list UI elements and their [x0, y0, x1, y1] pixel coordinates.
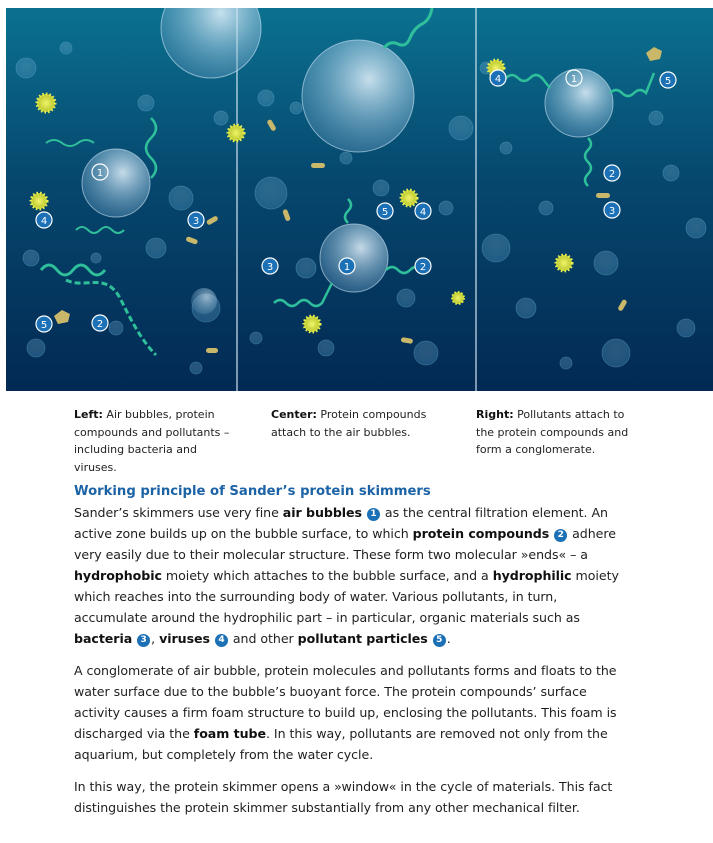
marker-4 [415, 203, 431, 219]
virus-icon [37, 94, 55, 112]
caption-text: Pollutants attach to the protein compounds and form a conglomerate. [476, 408, 629, 456]
term-bacteria: bacteria [74, 631, 133, 646]
number-badge-5: 5 [433, 634, 446, 647]
svg-text:2: 2 [608, 169, 616, 180]
svg-text:5: 5 [381, 207, 389, 218]
svg-text:3: 3 [192, 216, 200, 227]
term-hydrophilic: hydrophilic [492, 568, 572, 583]
svg-text:2: 2 [419, 262, 427, 273]
virus-icon [556, 255, 572, 271]
virus-icon [31, 193, 47, 209]
svg-text:4: 4 [494, 74, 502, 85]
air-bubble [545, 69, 613, 137]
text-run: , [151, 631, 160, 646]
marker-2 [92, 315, 108, 331]
marker-3 [188, 212, 204, 228]
caption-title: Right: [476, 408, 514, 421]
paragraph-3: In this way, the protein skimmer opens a »window« in the cycle of materials. This fact distinguishes the protein skimmer substantially from any other mechanical filter. [74, 779, 613, 815]
text-run: and other [228, 631, 298, 646]
working-principle-section [74, 482, 634, 818]
air-bubble [82, 149, 150, 217]
number-badge-1: 1 [367, 508, 380, 521]
text-run: . In this way, pollutants are removed not only from the aquarium, but completely from the water cycle. [74, 726, 608, 762]
caption-text: Protein compounds attach to the air bubbles. [271, 408, 427, 439]
bacteria-icon [311, 163, 325, 168]
virus-icon [401, 190, 417, 206]
svg-text:1: 1 [96, 168, 104, 179]
text-run: Sander’s skimmers use very fine [74, 505, 283, 520]
marker-3 [604, 202, 620, 218]
skimmer-illustration [6, 8, 713, 391]
svg-text:2: 2 [96, 319, 104, 330]
caption-title: Center: [271, 408, 317, 421]
marker-2 [415, 258, 431, 274]
svg-text:4: 4 [40, 216, 48, 227]
paragraph-2 [74, 660, 634, 765]
term-protein-compounds: protein compounds [412, 526, 550, 541]
text-run: adhere very easily due to their molecular structure. These form two molecular »ends« – a [74, 526, 616, 562]
virus-icon [452, 292, 464, 304]
number-badge-2: 2 [554, 529, 567, 542]
bacteria-icon [596, 193, 610, 198]
caption-title: Left: [74, 408, 103, 421]
marker-3 [262, 258, 278, 274]
caption-right [476, 406, 636, 459]
svg-text:1: 1 [570, 74, 578, 85]
marker-5 [660, 72, 676, 88]
marker-4 [490, 70, 506, 86]
number-badge-4: 4 [215, 634, 228, 647]
text-run: moiety which attaches to the bubble surface, and a [161, 568, 493, 583]
air-bubble [302, 40, 414, 152]
marker-5 [377, 203, 393, 219]
air-bubble [191, 288, 217, 314]
svg-text:4: 4 [419, 207, 427, 218]
virus-icon [228, 125, 244, 141]
marker-1 [339, 258, 355, 274]
bacteria-icon [206, 348, 218, 353]
term-foam-tube: foam tube [193, 726, 267, 741]
term-air-bubbles: air bubbles [282, 505, 362, 520]
term-pollutant-particles: pollutant particles [297, 631, 428, 646]
term-viruses: viruses [159, 631, 210, 646]
marker-2 [604, 165, 620, 181]
svg-text:5: 5 [664, 76, 672, 87]
paragraph-1 [74, 502, 634, 649]
marker-5 [36, 316, 52, 332]
number-badge-3: 3 [137, 634, 150, 647]
marker-4 [36, 212, 52, 228]
caption-text: Air bubbles, protein compounds and pollutants – including bacteria and viruses. [74, 408, 230, 474]
air-bubble [320, 224, 388, 292]
svg-text:3: 3 [266, 262, 274, 273]
svg-text:1: 1 [343, 262, 351, 273]
term-hydrophobic: hydrophobic [74, 568, 162, 583]
text-run: . [446, 631, 451, 646]
section-heading: Working principle of Sander’s protein skimmers [74, 484, 431, 499]
virus-icon [304, 316, 320, 332]
svg-text:5: 5 [40, 320, 48, 331]
text-run: moiety which reaches into the surrounding body of water. Various pollutants, in turn, accumulate around the hydrophilic part – in particular, organic materials such as [74, 568, 619, 625]
caption-center [271, 406, 443, 441]
text-run: as the central filtration element. An active zone builds up on the bubble surface, to which [74, 505, 608, 541]
svg-text:3: 3 [608, 206, 616, 217]
text-run: A conglomerate of air bubble, protein molecules and pollutants forms and floats to the water surface due to the bubble’s buoyant force. The protein compounds’ surface activity causes a firm foam structure to build up, enclosing the pollutants. This foam is discharged via the [74, 663, 617, 741]
caption-left [74, 406, 234, 476]
